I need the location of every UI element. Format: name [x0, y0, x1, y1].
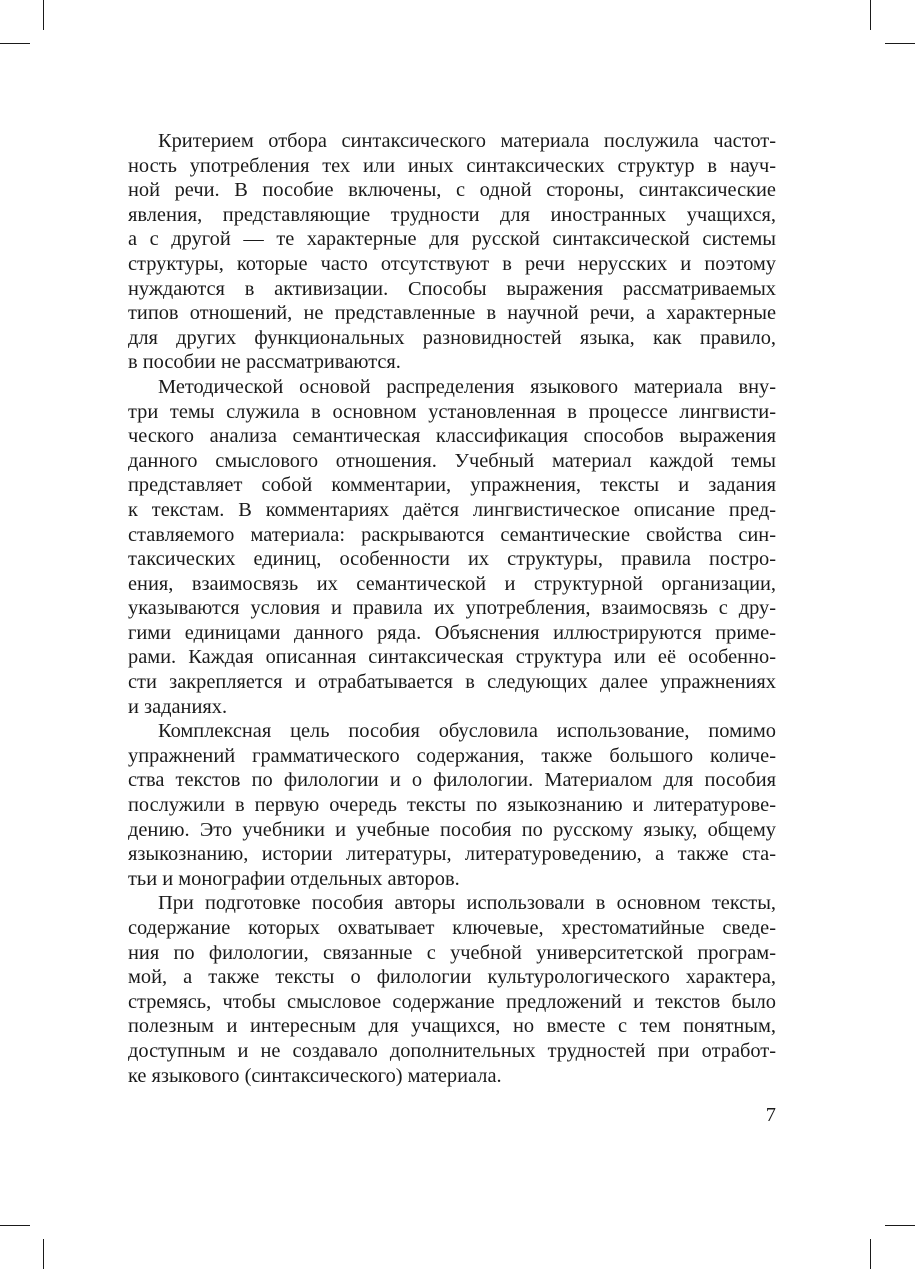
text-line: сти закрепляется и отрабатывается в следующих далее упражнениях	[128, 671, 776, 694]
text-line: содержание которых охватывает ключевые, хрестоматийные сведе-	[128, 917, 776, 939]
paragraph-1	[128, 129, 776, 375]
text-line: полезным и интересным для учащихся, но вместе с тем понятным,	[128, 1015, 776, 1038]
text-line: и заданиях.	[128, 695, 228, 718]
body-text	[128, 129, 776, 1088]
crop-mark-top-left-horizontal	[0, 43, 30, 44]
crop-mark-top-left-vertical	[43, 0, 44, 30]
text-line: послужили в первую очередь тексты по языкознанию и литературове-	[128, 794, 776, 817]
text-line: ения, взаимосвязь их семантической и структурной организации,	[128, 572, 776, 595]
text-line: мой, а также тексты о филологии культурологического характера,	[128, 966, 776, 989]
text-line: языкознанию, истории литературы, литературоведению, а также ста-	[128, 843, 776, 866]
text-line: гими единицами данного ряда. Объяснения иллюстрируются приме-	[128, 621, 776, 644]
text-line: в пособии не рассматриваются.	[128, 351, 401, 374]
text-line: типов отношений, не представленные в научной речи, а характерные	[128, 302, 776, 325]
text-line: ства текстов по филологии и о филологии. Материалом для пособия	[128, 769, 776, 792]
paragraph-4	[128, 891, 776, 1088]
text-line: структуры, которые часто отсутствуют в речи нерусских и поэтому	[128, 252, 776, 275]
paragraph-3	[128, 719, 776, 891]
text-line: явления, представляющие трудности для иностранных учащихся,	[128, 203, 776, 226]
text-line: Комплексная цель пособия обусловила использование, помимо	[158, 720, 776, 743]
text-line: данного смыслового отношения. Учебный материал каждой темы	[128, 449, 776, 472]
text-line: представляет собой комментарии, упражнения, тексты и задания	[128, 474, 776, 497]
text-line: Методической основой распределения языкового материала вну-	[158, 375, 776, 398]
text-line: ность употребления тех или иных синтаксических структур в науч-	[128, 154, 776, 177]
text-line: ставляемого материала: раскрываются семантические свойства син-	[128, 523, 776, 546]
text-line: рами. Каждая описанная синтаксическая структура или её особенно-	[128, 646, 776, 669]
page-number: 7	[765, 1104, 776, 1126]
text-line: указываются условия и правила их употребления, взаимосвязь с дру-	[128, 597, 776, 620]
text-line: упражнений грамматического содержания, также большого количе-	[128, 744, 776, 767]
text-line: к текстам. В комментариях даётся лингвистическое описание пред-	[128, 498, 776, 521]
text-line: для других функциональных разновидностей языка, как правило,	[128, 326, 776, 349]
text-line: а с другой — те характерные для русской синтаксической системы	[128, 228, 776, 251]
text-line: стремясь, чтобы смысловое содержание предложений и текстов было	[128, 990, 776, 1013]
paragraph-2	[128, 375, 776, 719]
text-line: ной речи. В пособие включены, с одной стороны, синтаксические	[128, 179, 776, 202]
text-line: три темы служила в основном установленная в процессе лингвисти-	[128, 400, 776, 423]
text-line: дению. Это учебники и учебные пособия по русскому языку, общему	[128, 818, 776, 841]
crop-mark-bottom-right-horizontal	[885, 1225, 915, 1226]
crop-mark-bottom-left-vertical	[43, 1239, 44, 1269]
crop-mark-top-right-vertical	[870, 0, 871, 30]
text-line: ния по филологии, связанные с учебной университетской програм-	[128, 941, 776, 964]
text-line: доступным и не создавало дополнительных трудностей при отработ-	[128, 1039, 776, 1062]
text-line: тьи и монографии отдельных авторов.	[128, 867, 460, 890]
text-line: таксических единиц, особенности их структуры, правила постро-	[128, 548, 776, 571]
text-line: нуждаются в активизации. Способы выражения рассматриваемых	[128, 277, 776, 300]
text-line: При подготовке пособия авторы использовали в основном тексты,	[158, 892, 776, 915]
crop-mark-top-right-horizontal	[885, 43, 915, 44]
crop-mark-bottom-left-horizontal	[0, 1225, 30, 1226]
crop-mark-bottom-right-vertical	[870, 1239, 871, 1269]
text-line: ке языкового (синтаксического) материала.	[128, 1064, 502, 1087]
text-line: Критерием отбора синтаксического материала послужила частот-	[158, 130, 776, 152]
text-line: ческого анализа семантическая классификация способов выражения	[128, 425, 776, 448]
